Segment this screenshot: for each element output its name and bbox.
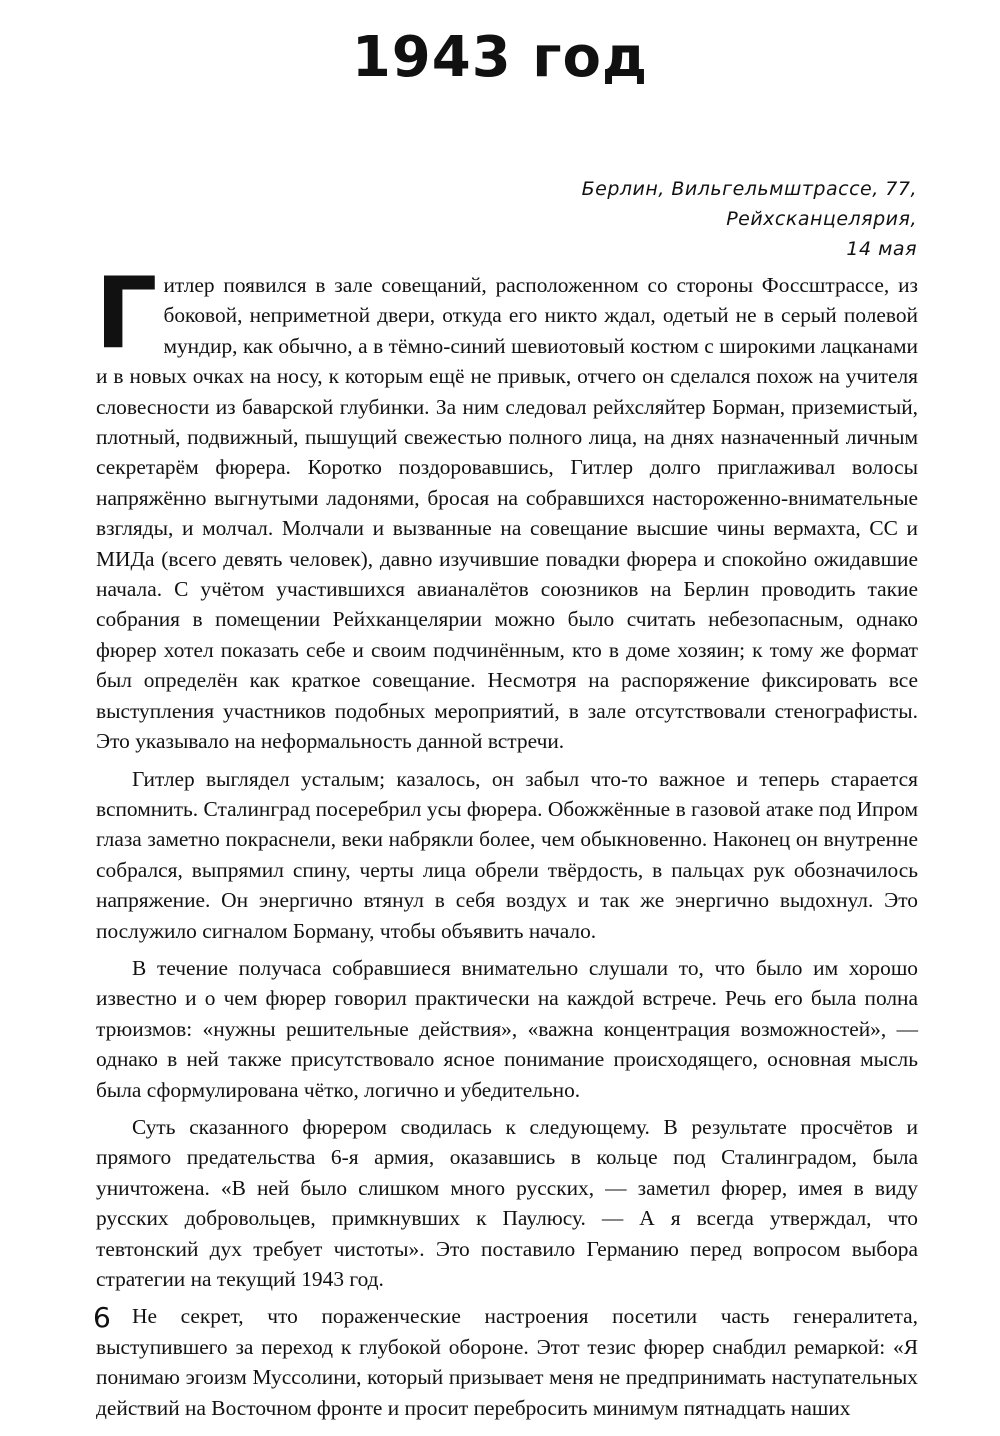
paragraph-1-text: итлер появился в зале совещаний, расположенном со стороны Фоссштрассе, из боковой, неприметной двери, откуда его никто ждал, одетый не в серый полевой мундир, как обычно, а в тёмно-синий шевиотовый костюм с широкими лацканами и в новых очках на носу, к которым ещё не привык, отчего он сделался похож на учителя словесности из баварской глубинки. За ним следовал рейхсляйтер Борман, приземистый, плотный, подвижный, пышущий свежестью полного лица, на днях назначенный личным секретарём фюрера. Коротко поздоровавшись, Гитлер долго приглаживал волосы напряжённо выгнутыми ладонями, бросая на собравшихся настороженно-внимательные взгляды, и молчал. Молчали и вызванные на совещание высшие чины вермахта, СС и МИДа (всего девять человек), давно изучившие повадки фюрера и спокойно ожидавшие начала. С учётом участившихся авианалётов союзников на Берлин проводить такие собрания в помещении Рейхканцелярии можно было считать небезопасным, однако фюрер хотел показать себе и своим подчинённым, кто в доме хозяин; к тому же формат был определён как краткое совещание. Несмотря на распоряжение фиксировать все выступления участников подобных мероприятий, в зале отсутствовали стенографисты. Это указывало на неформальность данной встречи. <box>96 273 918 754</box>
drop-cap: Г <box>95 257 158 371</box>
paragraph-1 <box>95 257 918 757</box>
dateline-building: Рейхсканцелярия, <box>726 208 917 230</box>
paragraph-4: Суть сказанного фюрером сводилась к следующему. В результате просчётов и прямого предательства 6-я армия, оказавшись в кольце под Сталинградом, была уничтожена. «В ней было слишком много русских, — заметил фюрер, имея в виду русских добровольцев, примкнувших к Паулюсу. — А я всегда утверждал, что тевтонский дух требует чистоты». Это поставило Германию перед вопросом выбора стратегии на текущий 1943 год. <box>96 1114 918 1291</box>
body-text <box>95 257 918 1423</box>
paragraph-5: Не секрет, что пораженческие настроения посетили часть генералитета, выступившего за переход к глубокой обороне. Этот тезис фюрер снабдил ремаркой: «Я понимаю эгоизм Муссолини, который призывает меня не предпринимать наступательных действий на Восточном фронте и просит перебросить минимум пятнадцать наших <box>96 1304 918 1420</box>
dateline <box>480 174 917 264</box>
page-number: 6 <box>93 1301 111 1334</box>
dateline-date: 14 мая <box>846 238 917 260</box>
chapter-title: 1943 год <box>351 25 649 90</box>
paragraph-2: Гитлер выглядел усталым; казалось, он забыл что-то важное и теперь старается вспомнить. Сталинград посеребрил усы фюрера. Обожжённые в газовой атаке под Ипром глаза заметно покраснели, веки набрякли более, чем обыкновенно. Наконец он внутренне собрался, выпрямил спину, черты лица обрели твёрдость, в пальцах рук обозначилось напряжение. Он энергично втянул в себя воздух и так же энергично выдохнул. Это послужило сигналом Борману, чтобы объявить начало. <box>96 766 918 943</box>
dateline-street: Берлин, Вильгельмштрассе, 77, <box>581 178 917 200</box>
paragraph-3: В течение получаса собравшиеся внимательно слушали то, что было им хорошо известно и о чем фюрер говорил практически на каждой встрече. Речь его была полна трюизмов: «нужны решительные действия», «важна концентрация возможностей», — однако в ней также присутствовало ясное понимание происходящего, основная мысль была сформулирована чётко, логично и убедительно. <box>96 955 918 1102</box>
